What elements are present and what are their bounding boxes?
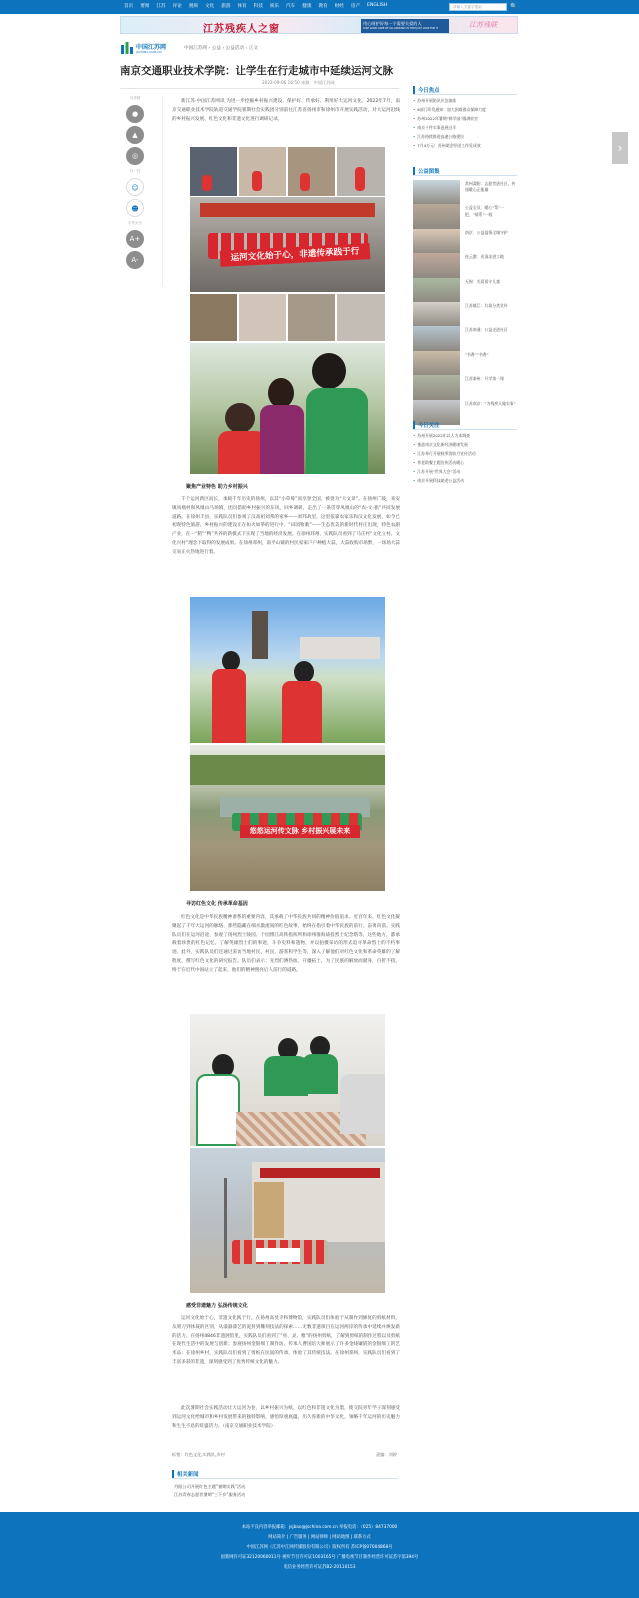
sidebar-today-item[interactable]: • 江苏开展“世界大会”活动 xyxy=(413,469,517,475)
banner-tail: 江苏残联 xyxy=(469,21,497,29)
font-size-label: 字号大小 xyxy=(127,221,143,225)
font-decrease-button[interactable]: A- xyxy=(126,251,144,269)
sidebar-divider xyxy=(413,175,517,176)
footer xyxy=(0,1512,639,1598)
footer-licenses: 国新网许可证32120060011号 视听节目许可证1003165号 广播电视节目制作经营许可证苏字第394号 xyxy=(220,1555,419,1560)
sidebar-pic-caption[interactable]: 江苏镇江：垃圾分类宣传 xyxy=(465,303,508,308)
share-divider xyxy=(162,96,163,286)
sidebar-pic-thumb[interactable] xyxy=(413,229,460,254)
banner-slogan: 用心呵护好每一个需要关爱的人 TAKE GOOD CARE OF ALL AROUND US THAT JUST LOOK FOR IT xyxy=(361,19,449,33)
sidebar-pic-caption[interactable]: 南京：公益温情全城守护 xyxy=(465,229,508,235)
banner-text-heritage: 运河文化始于心，非遗传承践于行 xyxy=(220,243,371,267)
article-closing: 此次暑期社会实践活动让大运河为卷，以乡村振兴为纸，以红色和非遗文化为墨，使交院青年学子深刻感受到运河文化给城市和乡村发展带来的独特影响，感悟厚重底蕴，历久弥新的中华文化，领略千年运河的历史魅力和生生不息的旺盛活力。（南京交通职业技术学院） xyxy=(172,1406,400,1429)
sidebar-today-item[interactable]: • 苏州开展2022年以人为本调查 xyxy=(413,433,517,439)
photo-museum-group xyxy=(190,1148,385,1293)
sidebar-pics-title: 公益图集 xyxy=(413,167,440,175)
logo-name: 中国江苏网 xyxy=(136,44,167,51)
sidebar-pic-caption[interactable]: 无锡：关爱留守儿童 xyxy=(465,278,501,284)
sidebar-pic-thumb[interactable] xyxy=(413,278,460,303)
footer-telecom: 电信业务经营许可证苏B2-20110153 xyxy=(283,1565,356,1570)
share-bar xyxy=(122,96,148,272)
sidebar-divider xyxy=(413,429,517,430)
nav-item[interactable]: 科技 xyxy=(253,4,263,9)
sidebar-hot-item[interactable]: • 江苏持续推进高速公路建设 xyxy=(413,134,517,140)
related-divider xyxy=(172,1478,398,1479)
top-nav xyxy=(124,3,387,9)
sidebar-today-item[interactable]: • 养老助餐主题宣传活动暖心 xyxy=(413,460,517,466)
section-1-title: 聚焦产业特色 助力乡村振兴 xyxy=(186,484,248,490)
nav-item[interactable]: 体育 xyxy=(237,4,247,9)
section-2-body: 红色文化是中华民族精神谱系的重要内容，其承载了中华民族共同的精神价值追求。近百年来，红色文化凝聚起了千年大运河的脉络，那些隐藏在细水激流间的红色故事，始终在指引着中华民族的前行、奋勇向前。实践队员们在运河沿途，参观了扬州烈士陵园、个园博江高铁指挥所和徐州淮海战役烈士纪念塔等，这些地方，都承载着珍贵的红色记忆。了解英雄烈士们的事迹，斗争史料和遗物，并以拍摄采访的形式追寻革命烈士的不朽事迹。此外，实践队员们还通过采访当地村民、村民、游客和学生等，深入了解他们对红色文化和革命英雄的了解程度，撰写红色文化的研究报告。队员们表示：先烈们洒热血，开疆拓土，为了民族的解放而献身，百折不挠，终于在近代中国站立了起来，他们的精神照亮后人前行的道路。 xyxy=(172,915,400,973)
nav-item[interactable]: 視频 xyxy=(188,4,199,9)
photo-group-banner xyxy=(190,197,385,292)
sidebar-pic-caption[interactable]: 江苏南通：公益走进社区 xyxy=(465,327,508,333)
font-increase-button[interactable]: A+ xyxy=(126,230,144,248)
sidebar-pic-caption[interactable]: 常州溧阳：志愿者进社区，传递暖心正能量 xyxy=(465,181,516,193)
scan-label: 扫一扫 xyxy=(129,169,141,173)
banner-text-canal: 悠悠运河传文脉 乡村振兴展未来 xyxy=(240,825,360,838)
share-label: 分享到 xyxy=(129,96,141,100)
sidebar-hot-title: 今日焦点 xyxy=(413,86,440,94)
nav-item[interactable]: 健康 xyxy=(302,4,312,9)
chevron-right-icon: › xyxy=(617,141,623,155)
section-3-title: 感受非遗魅力 弘扬传统文化 xyxy=(186,1303,248,1309)
qq-icon[interactable]: ▲ xyxy=(126,126,144,144)
logo-url: JSCHINA.COM.CN xyxy=(136,50,162,54)
related-item[interactable]: 丹阳公司开展红色主题“暑期实践”活动 xyxy=(174,1484,246,1489)
sidebar-today-title: 今日关注 xyxy=(413,421,440,429)
nav-item[interactable]: 文化 xyxy=(205,4,215,9)
search-icon[interactable]: 🔍 xyxy=(510,3,518,10)
nav-item[interactable]: 房产 xyxy=(350,4,361,9)
sidebar-pic-caption[interactable]: 连云港：送清凉进工地 xyxy=(465,254,504,260)
site-logo[interactable] xyxy=(120,40,176,58)
sidebar-hot-item[interactable]: • 苏州开展防汛应急演练 xyxy=(413,98,517,104)
sidebar-today-item[interactable]: • 推进南京文化新经济健康发展 xyxy=(413,442,517,448)
article-editor: 责编：刘婷 xyxy=(376,1452,397,1457)
sidebar-pic-thumb[interactable] xyxy=(413,180,460,205)
search-input[interactable]: 请输入关键字搜索 xyxy=(449,3,507,11)
banner-ad[interactable] xyxy=(120,16,518,34)
title-divider xyxy=(120,88,399,89)
sidebar-pic-thumb[interactable] xyxy=(413,253,460,278)
logo-icon xyxy=(120,41,134,55)
nav-item[interactable]: 评论 xyxy=(172,4,182,9)
footer-copyright: 中国江苏网（江苏中江网传媒股份有限公司）版权所有 苏ICP备07004868号 xyxy=(246,1545,393,1550)
nav-item[interactable]: 江苏 xyxy=(156,4,166,9)
photo-craft-workshop xyxy=(190,1014,385,1146)
sidebar-pic-caption[interactable]: 江苏泰州：开学第一课 xyxy=(465,376,504,382)
wechat-icon[interactable]: ● xyxy=(126,105,144,123)
next-article-button[interactable] xyxy=(612,132,628,164)
top-bar xyxy=(0,0,639,14)
sidebar-hot-item[interactable]: • 6部门印发通知：加大困难群众保障力度 xyxy=(413,107,517,113)
footer-report: 本站不良内容举报邮箱：jsjbao@jschina.com.cn 举报电话：（025）84737000 xyxy=(241,1525,398,1530)
article-meta: 2022-09-06 16:50 来源：中国江苏网 xyxy=(262,80,335,85)
sidebar-pic-caption[interactable]: 公益宝贝：暖心“帮”一把，“情系”一线 xyxy=(465,205,505,217)
nav-item[interactable]: 教育 xyxy=(318,4,328,9)
sidebar-pic-thumb[interactable] xyxy=(413,351,460,376)
section-3-body: 运河文化始于心，非遗文化践于行。在扬州高旻寺和博物馆，实践队员们体验于从制作到修复的剪纸材料，从刻刀到体裁的区别，从漆器漆艺的泥封到雕刻技法的探索……无数非遗项目在运河两岸的传承中延续并焕发新的活力。在扬州4846非遗展馆里，实践队员们看到了“亮、灵、雅”的扬州剪纸，了解到剪纸的制作过程以及剪纸在现代生活中的发展与创新；参观扬州金银细工制作坊，传承人曹国培大师展示了许多金线镶嵌的金银细工的艺术品；在徐州乡村，实践队员们看到了剪纸在民间的传承，体验了其传统技法。在徐州邳州，实践队员们看到了丰富多彩的非遗，深刻感受到了优秀传统文化的魅力。 xyxy=(172,1316,400,1365)
sidebar-pic-thumb[interactable] xyxy=(413,204,460,229)
photo-pagoda xyxy=(190,597,385,743)
nav-item[interactable]: 财经 xyxy=(334,4,344,9)
sidebar-divider xyxy=(413,94,517,95)
nav-item[interactable]: 旅游 xyxy=(221,4,231,9)
article-intro: 新江苏·中国江苏网讯 为进一步挖掘乡村振兴建设、保护好、传承好、利用好大运河文化，2022年7月，南京交通职业技术学院轨道交通学院暑期社会实践团分别前往江苏省扬州市和徐州市开展实践活动，对大运河沿线的乡村振兴发展、红色文化和非遗文化进行调研记录。 xyxy=(172,99,400,122)
article-tags[interactable]: 标签：红色文化,实践队,乡村 xyxy=(172,1452,225,1457)
photo-collage-top xyxy=(190,147,385,196)
photo-students-phone xyxy=(190,343,385,474)
nav-item[interactable]: 娱乐 xyxy=(269,4,280,9)
sidebar-pic-thumb[interactable] xyxy=(413,326,460,351)
sidebar-hot-item[interactable]: • 南京十件实事进展过半 xyxy=(413,125,517,131)
sidebar-pic-thumb[interactable] xyxy=(413,302,460,327)
sidebar-pic-caption[interactable]: “书香”“书香” xyxy=(465,351,489,357)
related-news-title: 相关新闻 xyxy=(172,1470,199,1478)
banner-title: 江苏残疾人之窗 xyxy=(203,24,280,34)
related-item[interactable]: 江苏青春志愿者暑期“三下乡”服务活动 xyxy=(174,1492,246,1497)
sidebar-today-item[interactable]: • 江苏举行开展秋季消防月宣传活动 xyxy=(413,451,517,457)
mascot-icon-2[interactable]: ☻ xyxy=(126,199,144,217)
weibo-icon[interactable]: ◎ xyxy=(126,147,144,165)
sidebar-pic-thumb[interactable] xyxy=(413,375,460,400)
sidebar-hot-item[interactable]: • 7月4万元！苏州助企纾困工作见成效 xyxy=(413,143,517,149)
mascot-icon[interactable]: ☺ xyxy=(126,178,144,196)
section-2-title: 寻访红色文化 传承革命基因 xyxy=(186,901,248,907)
photo-collage-middle xyxy=(190,294,385,341)
article-title: 南京交通职业技术学院：让学生在行走城市中延续运河文脉 xyxy=(120,65,393,77)
nav-item[interactable]: 要闻 xyxy=(140,4,150,9)
sidebar-hot-item[interactable]: • 苏州2022年暑期“鲜学园”圆满收官 xyxy=(413,116,517,122)
sidebar-today-item[interactable]: • 南京开展科技助老公益活动 xyxy=(413,478,517,484)
sidebar-pic-caption[interactable]: 江苏南京：“为残疾人做实事” xyxy=(465,400,516,406)
footer-links[interactable]: 网站简介 | 广告服务 | 网站律师 | 网站地图 | 联系方式 xyxy=(268,1535,371,1540)
section-1-body: 千个运河新区而长，承载千年历史的扬州，以其“小草莓”而享誉全国，被誉为“大文章”。在扬州广陵，来安镇凤凰村和凤凰山马场镇，团员借助乡村振兴的东风，回乡调研，走出了一条贯穿凤凰山的“农-文-旅”共同发展道路。在徐州丰县，实践队员们参观了汉高祖刘邦的家乡——刘邦故里，这里依靠农家乐和汉文化发展，如今已初现特色旅游。乡村振兴的建设正在如火如荼的进行中，“田园牧歌”——生态优美的新时代村庄出现，特色农副产业，在一“稻”“鸭”共养的新模式下实现了当地的经济发展。在徐州邳州，实践队员看到了马庄村“文化立村、文化兴村”理念下取得的发展成果。在徐州邳州，南平山镇的村民家家户户种植大蒜，大蒜收购市场繁，一场场大蒜交易正火热地进行着。 xyxy=(172,497,400,555)
photo-riverside-group xyxy=(190,745,385,891)
nav-item[interactable]: ENGLISH xyxy=(367,3,388,8)
breadcrumb[interactable]: 中国江苏网 › 公益 › 公益活动 › 正文 xyxy=(184,46,258,51)
nav-item[interactable]: 首页 xyxy=(124,4,134,9)
nav-item[interactable]: 汽车 xyxy=(286,4,296,9)
